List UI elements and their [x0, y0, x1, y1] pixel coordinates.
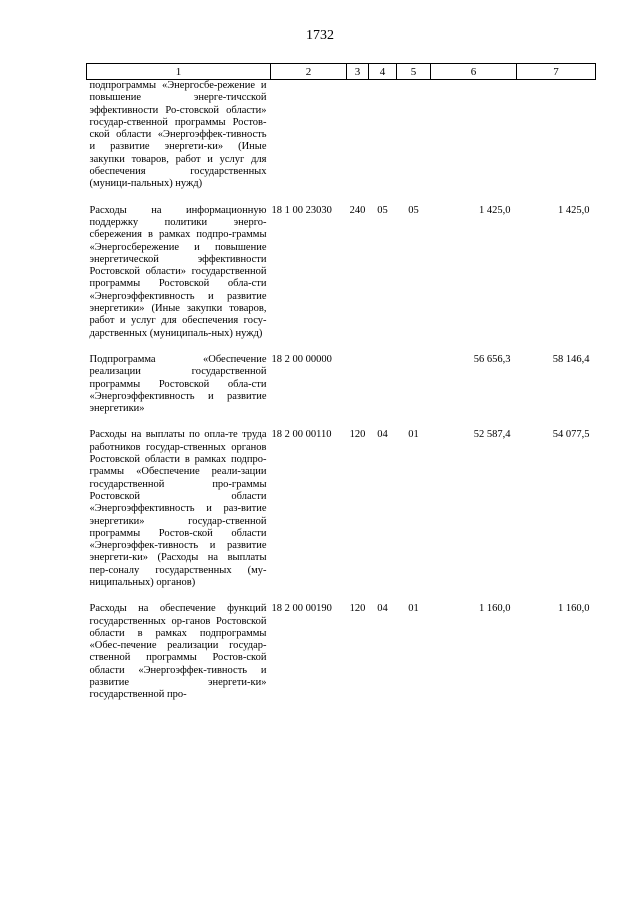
- table-row: [87, 354, 596, 429]
- row-section: 04: [377, 603, 388, 615]
- row-amount-year2: [517, 80, 596, 205]
- row-amount-year1: [431, 80, 517, 205]
- budget-table: [86, 63, 596, 716]
- row-section: [369, 80, 397, 205]
- row-section: [369, 354, 397, 429]
- row-amount-year2: 58 146,4: [552, 353, 590, 365]
- row-amount-year1: 52 587,4: [473, 429, 511, 441]
- row-expense-type: 120: [349, 603, 366, 615]
- row-amount-year2: 1 425,0: [558, 204, 590, 216]
- row-subsection: 05: [408, 204, 419, 216]
- row-target-code: [271, 80, 347, 205]
- row-expense-type: 120: [349, 429, 366, 441]
- row-description: подпрограммы «Энергосбе-режение и повышение энерге-тичсской эффективности Ро-стовской области» государ-ственной программы Ростов-ской области «Энергоэффек-тивность и развитие энергети-ки» (Иные закупки товаров, работ и услуг для обеспечения государственных (муници-пальных) нужд): [89, 80, 267, 190]
- row-subsection: 01: [408, 429, 419, 441]
- column-header: 5: [397, 64, 431, 80]
- row-section: 05: [377, 204, 388, 216]
- row-description: Расходы на выплаты по опла-те труда работников государ-ственных органов Ростовской области в рамках подпро-граммы «Обеспечение реали-зации государственной про-граммы Ростовской области «Энергоэффективность и раз-витие энергетики» государ-ственной программы Ростов-ской области «Энергоэффек-тивность и развитие энергети-ки» (Расходы на выплаты пер-соналу государственных (му-ниципальных) органов): [89, 429, 267, 588]
- row-expense-type: [347, 80, 369, 205]
- row-section: 04: [377, 429, 388, 441]
- row-description: Подпрограмма «Обеспечение реализации государственной программы Ростовской обла-сти «Энергоэффективность и развитие энергетики»: [89, 353, 267, 415]
- row-target-code: 18 1 00 23030: [271, 204, 332, 216]
- row-target-code: 18 2 00 00000: [271, 353, 332, 365]
- row-subsection: [397, 354, 431, 429]
- row-amount-year1: 56 656,3: [473, 353, 511, 365]
- row-amount-year1: 1 160,0: [479, 603, 511, 615]
- row-subsection: 01: [408, 603, 419, 615]
- row-amount-year2: 1 160,0: [558, 603, 590, 615]
- column-header: 7: [517, 64, 596, 80]
- row-subsection: [397, 80, 431, 205]
- row-target-code: 18 2 00 00110: [271, 429, 332, 441]
- column-header: 3: [347, 64, 369, 80]
- table-row: [87, 603, 596, 715]
- column-header: 2: [271, 64, 347, 80]
- row-description: Расходы на обеспечение функций государственных ор-ганов Ростовской области в рамках подпрограммы «Обес-печение реализации государ-ственной программы Ростов-ской области «Энергоэффек-тивность и развитие энергети-ки» государственной про-: [89, 603, 267, 701]
- row-amount-year2: 54 077,5: [552, 429, 590, 441]
- row-target-code: 18 2 00 00190: [271, 603, 332, 615]
- table-header-row: [87, 64, 596, 80]
- row-amount-year1: 1 425,0: [479, 204, 511, 216]
- page-number: 1732: [306, 28, 334, 43]
- row-expense-type: [347, 354, 369, 429]
- row-description: Расходы на информационную поддержку политики энерго-сбережения в рамках подпро-граммы «Энергосбережение и повышение энергетической эффективности Ростовской области» государственной программы Ростовской обла-сти «Энергоэффективность и развитие энергетики» (Иные закупки товаров, работ и услуг для обеспечения госу-дарственных (муниципаль-ных) нужд): [89, 204, 267, 339]
- table-row: [87, 429, 596, 603]
- table-row: [87, 80, 596, 205]
- column-header: 6: [431, 64, 517, 80]
- row-expense-type: 240: [349, 204, 366, 216]
- column-header: 1: [87, 64, 271, 80]
- table-row: [87, 205, 596, 354]
- column-header: 4: [369, 64, 397, 80]
